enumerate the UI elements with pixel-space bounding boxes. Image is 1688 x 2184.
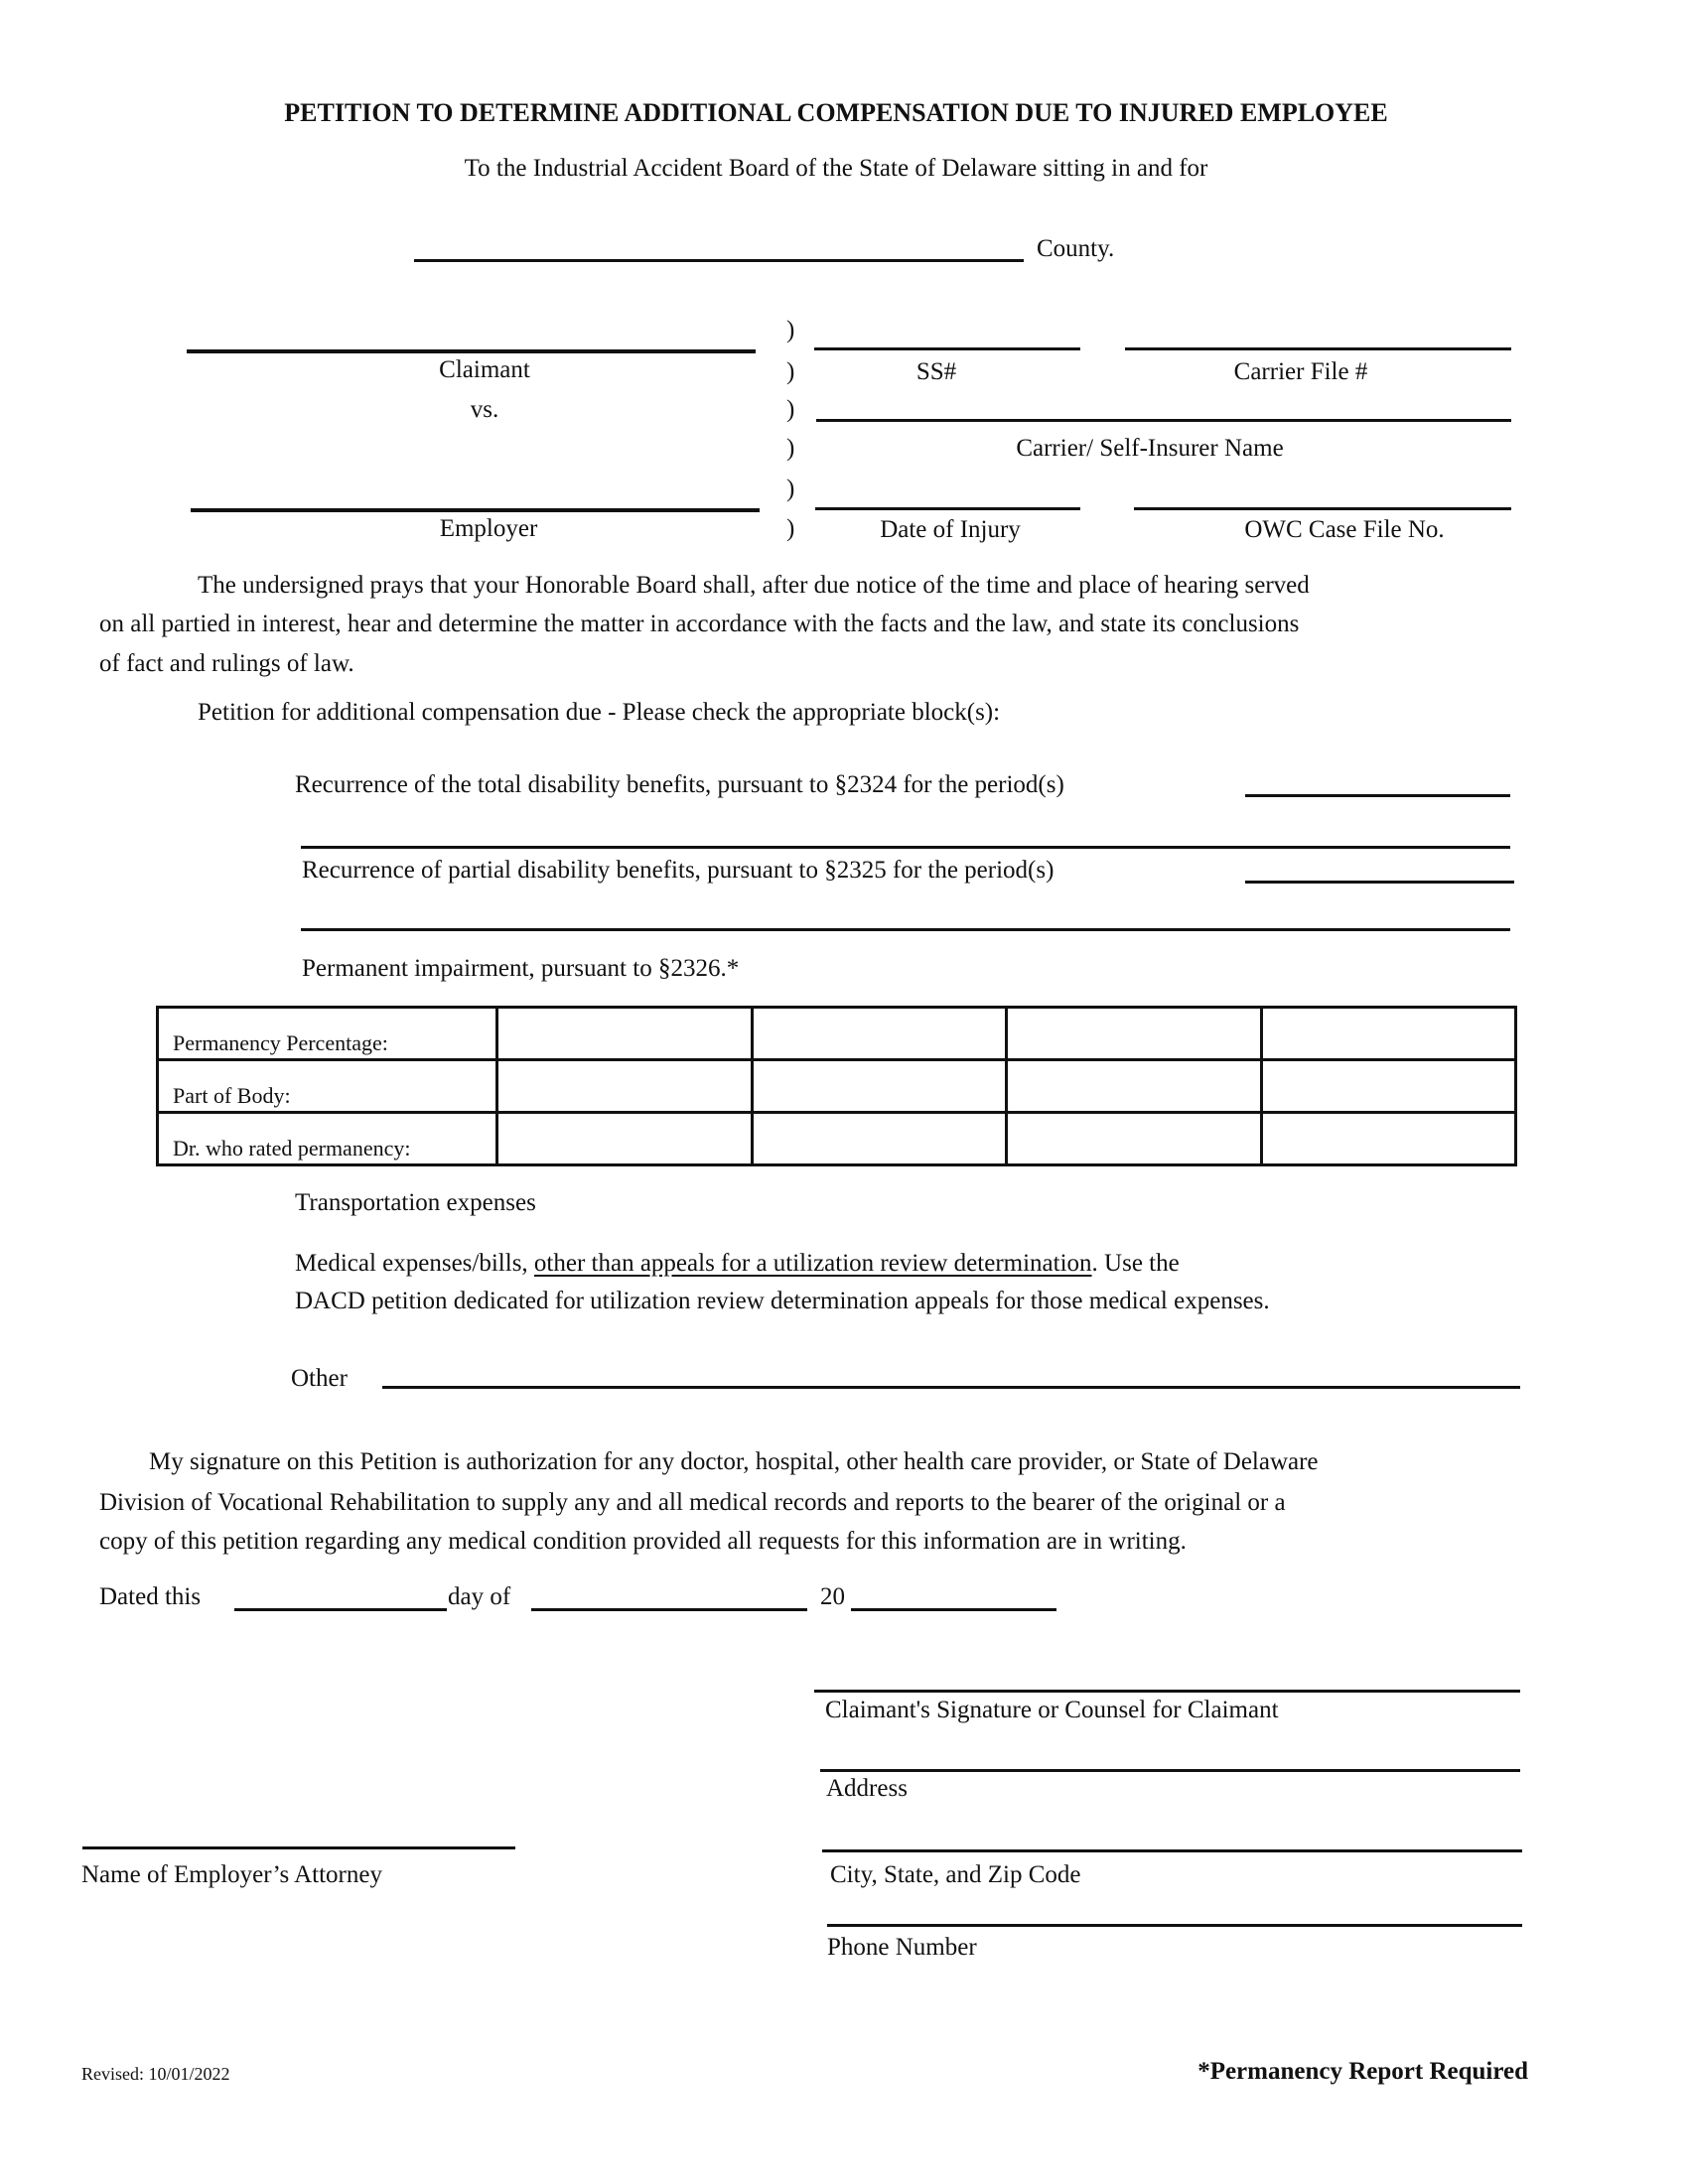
day-of-label: day of [448, 1583, 511, 1610]
revised-date: Revised: 10/01/2022 [81, 2064, 230, 2084]
table-cell[interactable] [752, 1008, 1007, 1060]
ss-field[interactable] [814, 347, 1080, 350]
date-of-injury-label: Date of Injury [880, 516, 1021, 543]
option-other[interactable]: Other [291, 1365, 348, 1392]
day-field[interactable] [234, 1608, 447, 1611]
option-total-disability[interactable]: Recurrence of the total disability benefits, pursuant to §2324 for the period(s) [295, 771, 1064, 798]
partial-disability-period-field-2[interactable] [301, 928, 1510, 931]
row-label: Part of Body: [158, 1060, 497, 1113]
claimant-signature-label: Claimant's Signature or Counsel for Claimant [825, 1697, 1279, 1723]
table-row [158, 1060, 1516, 1113]
prayer-text: on all partied in interest, hear and determine the matter in accordance with the facts and the law, and state its conclusions [99, 611, 1300, 637]
vs-label: vs. [470, 396, 499, 423]
medical-suffix: . Use the [1091, 1250, 1180, 1277]
table-cell[interactable] [1007, 1060, 1262, 1113]
city-state-zip-field[interactable] [822, 1849, 1522, 1852]
table-cell[interactable] [752, 1060, 1007, 1113]
county-label: County. [1037, 235, 1115, 262]
table-cell[interactable] [497, 1113, 753, 1165]
other-field[interactable] [382, 1386, 1520, 1389]
table-cell[interactable] [497, 1060, 753, 1113]
year-field[interactable] [851, 1608, 1056, 1611]
permanency-report-note: *Permanency Report Required [1197, 2058, 1528, 2085]
employer-attorney-label: Name of Employer’s Attorney [81, 1861, 382, 1888]
table-row [158, 1008, 1516, 1060]
phone-field[interactable] [827, 1924, 1522, 1927]
dated-this-label: Dated this [99, 1583, 202, 1610]
carrier-name-field[interactable] [816, 419, 1511, 422]
option-medical[interactable] [295, 1251, 1180, 1276]
phone-label: Phone Number [827, 1934, 977, 1961]
ss-label: SS# [915, 358, 957, 385]
option-permanent-impairment[interactable]: Permanent impairment, pursuant to §2326.* [302, 955, 740, 982]
row-label: Permanency Percentage: [158, 1008, 497, 1060]
caption-paren: ) [786, 476, 795, 502]
table-cell[interactable] [1261, 1008, 1516, 1060]
option-partial-disability[interactable]: Recurrence of partial disability benefits, pursuant to §2325 for the period(s) [302, 857, 1055, 884]
address-label: Address [826, 1775, 908, 1802]
claimant-field[interactable] [187, 349, 756, 353]
petition-intro: Petition for additional compensation due - Please check the appropriate block(s): [198, 699, 1001, 726]
medical-prefix: Medical expenses/bills, [295, 1250, 534, 1277]
partial-disability-period-field[interactable] [1245, 881, 1514, 884]
prayer-text: of fact and rulings of law. [99, 650, 354, 677]
table-cell[interactable] [1261, 1113, 1516, 1165]
caption-paren: ) [786, 317, 795, 343]
total-disability-period-field[interactable] [1245, 794, 1510, 797]
owc-case-label: OWC Case File No. [1244, 516, 1445, 543]
table-row [158, 1113, 1516, 1165]
row-label: Dr. who rated permanency: [158, 1113, 497, 1165]
employer-attorney-field[interactable] [82, 1846, 515, 1849]
year-prefix: 20 [820, 1583, 845, 1610]
carrier-file-field[interactable] [1125, 347, 1511, 350]
option-transportation[interactable]: Transportation expenses [295, 1189, 536, 1216]
table-cell[interactable] [1261, 1060, 1516, 1113]
prayer-text: The undersigned prays that your Honorable Board shall, after due notice of the time and place of hearing served [198, 572, 1310, 599]
table-cell[interactable] [1007, 1008, 1262, 1060]
medical-underlined: other than appeals for a utilization review determination [533, 1250, 1092, 1277]
caption-paren: ) [786, 358, 795, 385]
table-cell[interactable] [1007, 1113, 1262, 1165]
claimant-label: Claimant [439, 356, 530, 383]
authorization-text: Division of Vocational Rehabilitation to supply any and all medical records and reports to the bearer of the original or a [99, 1489, 1286, 1516]
total-disability-period-field-2[interactable] [301, 846, 1510, 849]
carrier-name-label: Carrier/ Self-Insurer Name [1016, 435, 1284, 462]
employer-label: Employer [439, 515, 538, 542]
date-of-injury-field[interactable] [815, 507, 1080, 510]
table-cell[interactable] [497, 1008, 753, 1060]
city-state-zip-label: City, State, and Zip Code [830, 1861, 1081, 1888]
table-cell[interactable] [752, 1113, 1007, 1165]
form-title: PETITION TO DETERMINE ADDITIONAL COMPENSATION DUE TO INJURED EMPLOYEE [284, 98, 1388, 127]
caption-paren: ) [786, 515, 795, 542]
carrier-file-label: Carrier File # [1233, 358, 1368, 385]
medical-line-2: DACD petition dedicated for utilization review determination appeals for those medical expenses. [295, 1288, 1270, 1314]
authorization-text: My signature on this Petition is authorization for any doctor, hospital, other health care provider, or State of Delaware [149, 1448, 1319, 1475]
caption-paren: ) [786, 435, 795, 462]
month-field[interactable] [531, 1608, 807, 1611]
addressee-line: To the Industrial Accident Board of the State of Delaware sitting in and for [464, 155, 1208, 182]
county-field[interactable] [414, 259, 1024, 262]
address-field[interactable] [820, 1769, 1520, 1772]
claimant-signature-field[interactable] [814, 1690, 1520, 1693]
owc-case-field[interactable] [1134, 507, 1511, 510]
employer-field[interactable] [191, 508, 760, 512]
authorization-text: copy of this petition regarding any medical condition provided all requests for this information are in writing. [99, 1528, 1187, 1555]
permanency-table [156, 1006, 1517, 1166]
caption-paren: ) [786, 396, 795, 423]
